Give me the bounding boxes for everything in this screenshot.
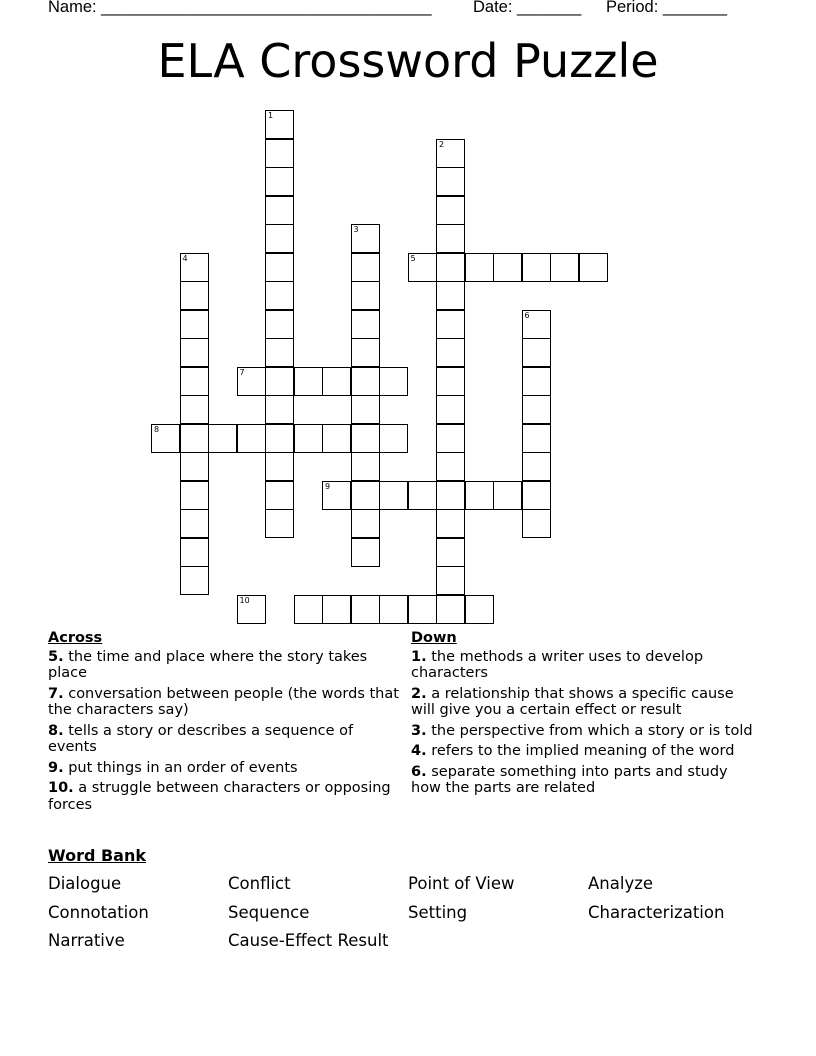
grid-cell[interactable]	[180, 281, 209, 310]
clue-text: the time and place where the story takes place	[48, 648, 368, 681]
grid-cell[interactable]	[180, 395, 209, 424]
grid-cell[interactable]	[322, 367, 351, 396]
grid-cell[interactable]	[265, 167, 294, 196]
grid-cell[interactable]	[265, 452, 294, 481]
grid-cell[interactable]	[436, 196, 465, 225]
across-clue	[48, 760, 400, 777]
clue-number: 8.	[48, 722, 64, 739]
grid-cell[interactable]	[436, 338, 465, 367]
grid-cell[interactable]	[351, 395, 380, 424]
clue-text: put things in an order of events	[68, 759, 298, 776]
grid-cell[interactable]	[436, 167, 465, 196]
word-bank-word: Setting	[408, 903, 468, 922]
clue-number-label: 10	[239, 595, 250, 605]
grid-cell[interactable]	[408, 253, 437, 282]
grid-cell[interactable]	[265, 281, 294, 310]
clue-text: the perspective from which a story or is told	[431, 722, 753, 739]
grid-cell[interactable]	[351, 452, 380, 481]
grid-cell[interactable]	[180, 538, 209, 567]
grid-cell[interactable]	[265, 310, 294, 339]
grid-cell[interactable]	[379, 424, 408, 453]
grid-cell[interactable]	[379, 367, 408, 396]
clue-number: 3.	[411, 722, 427, 739]
down-clues	[411, 630, 761, 801]
grid-cell[interactable]	[408, 481, 437, 510]
clue-text: a struggle between characters or opposing forces	[48, 780, 391, 813]
grid-cell[interactable]	[180, 452, 209, 481]
grid-cell[interactable]	[265, 139, 294, 168]
down-clue	[411, 743, 761, 760]
grid-cell[interactable]	[180, 566, 209, 595]
grid-cell[interactable]	[180, 509, 209, 538]
grid-cell[interactable]	[465, 481, 494, 510]
word-bank-word: Point of View	[408, 874, 515, 893]
down-clue	[411, 723, 761, 740]
across-clue	[48, 723, 400, 756]
grid-cell[interactable]	[436, 452, 465, 481]
grid-cell[interactable]	[351, 367, 380, 396]
grid-cell[interactable]	[265, 481, 294, 510]
down-clue	[411, 649, 761, 682]
grid-cell[interactable]	[436, 281, 465, 310]
down-clue	[411, 764, 761, 797]
grid-cell[interactable]	[265, 253, 294, 282]
grid-cell[interactable]	[408, 595, 437, 624]
grid-cell[interactable]	[522, 509, 551, 538]
grid-cell[interactable]	[465, 253, 494, 282]
grid-cell[interactable]	[351, 538, 380, 567]
period-line[interactable]: Period: _______	[606, 0, 728, 16]
clue-number: 6.	[411, 763, 427, 780]
grid-cell[interactable]	[180, 481, 209, 510]
grid-cell[interactable]	[550, 253, 579, 282]
grid-cell[interactable]	[436, 566, 465, 595]
grid-cell[interactable]	[322, 595, 351, 624]
grid-cell[interactable]	[180, 253, 209, 282]
grid-cell[interactable]	[180, 367, 209, 396]
page-title: ELA Crossword Puzzle	[157, 34, 659, 88]
clue-number-label: 9	[325, 481, 331, 491]
grid-cell[interactable]	[322, 424, 351, 453]
date-line[interactable]: Date: _______	[473, 0, 582, 16]
grid-cell[interactable]	[351, 310, 380, 339]
grid-cell[interactable]	[493, 253, 522, 282]
clue-text: refers to the implied meaning of the word	[431, 743, 735, 759]
across-clue	[48, 649, 400, 682]
grid-cell[interactable]	[351, 338, 380, 367]
grid-cell[interactable]	[180, 424, 209, 453]
grid-cell[interactable]	[237, 595, 266, 624]
clue-text: a relationship that shows a specific cause will give you a certain effect or result	[411, 685, 734, 718]
grid-cell[interactable]	[294, 367, 323, 396]
grid-cell[interactable]	[351, 253, 380, 282]
grid-cell[interactable]	[522, 481, 551, 510]
grid-cell[interactable]	[436, 395, 465, 424]
word-bank-word: Cause-Effect Result	[228, 931, 389, 950]
word-bank-word: Characterization	[588, 903, 725, 922]
grid-cell[interactable]	[379, 481, 408, 510]
clue-number-label: 2	[439, 139, 445, 149]
clue-text: tells a story or describes a sequence of events	[48, 722, 354, 755]
clue-number: 1.	[411, 648, 427, 665]
grid-cell[interactable]	[265, 395, 294, 424]
grid-cell[interactable]	[522, 367, 551, 396]
word-bank-word: Analyze	[588, 874, 654, 893]
clue-number-label: 5	[410, 253, 416, 263]
grid-cell[interactable]	[351, 424, 380, 453]
clue-number: 7.	[48, 685, 64, 702]
word-bank-word: Narrative	[48, 931, 125, 950]
grid-cell[interactable]	[379, 595, 408, 624]
clue-number-label: 4	[182, 253, 188, 263]
grid-cell[interactable]	[436, 481, 465, 510]
clue-number: 9.	[48, 759, 64, 776]
grid-cell[interactable]	[351, 509, 380, 538]
clue-number: 2.	[411, 685, 427, 702]
across-clue	[48, 686, 400, 719]
grid-cell[interactable]	[351, 481, 380, 510]
grid-cell[interactable]	[493, 481, 522, 510]
grid-cell[interactable]	[294, 424, 323, 453]
grid-cell[interactable]	[322, 481, 351, 510]
grid-cell[interactable]	[265, 110, 294, 139]
grid-cell[interactable]	[265, 424, 294, 453]
grid-cell[interactable]	[237, 367, 266, 396]
grid-cell[interactable]	[265, 338, 294, 367]
grid-cell[interactable]	[436, 367, 465, 396]
clue-text: conversation between people (the words that the characters say)	[48, 685, 399, 718]
name-line[interactable]: Name: ____________________________________	[48, 0, 432, 16]
grid-cell[interactable]	[351, 281, 380, 310]
clue-number: 10.	[48, 780, 74, 796]
grid-cell[interactable]	[465, 595, 494, 624]
grid-cell[interactable]	[436, 139, 465, 168]
grid-cell[interactable]	[265, 196, 294, 225]
word-bank-word: Conflict	[228, 874, 291, 893]
grid-cell[interactable]	[180, 310, 209, 339]
grid-cell[interactable]	[436, 509, 465, 538]
clue-number-label: 7	[239, 367, 245, 377]
word-bank-word: Dialogue	[48, 874, 122, 893]
across-heading: Across	[48, 630, 103, 646]
grid-cell[interactable]	[522, 253, 551, 282]
clue-number-label: 6	[524, 310, 530, 320]
word-bank-word: Sequence	[228, 903, 310, 922]
grid-cell[interactable]	[151, 424, 180, 453]
grid-cell[interactable]	[294, 595, 323, 624]
student-info-header	[48, 0, 768, 18]
grid-cell[interactable]	[265, 367, 294, 396]
grid-cell[interactable]	[208, 424, 237, 453]
across-clues	[48, 630, 400, 817]
clue-text: separate something into parts and study how the parts are related	[411, 763, 728, 796]
grid-cell[interactable]	[436, 224, 465, 253]
grid-cell[interactable]	[522, 395, 551, 424]
down-clue	[411, 686, 761, 719]
grid-cell[interactable]	[436, 253, 465, 282]
grid-cell[interactable]	[522, 424, 551, 453]
word-bank-heading: Word Bank	[48, 846, 147, 865]
clue-number-label: 1	[268, 111, 274, 120]
word-bank-word: Connotation	[48, 903, 149, 922]
grid-cell[interactable]	[436, 424, 465, 453]
grid-cell[interactable]	[522, 452, 551, 481]
grid-cell[interactable]	[436, 310, 465, 339]
grid-cell[interactable]	[522, 338, 551, 367]
grid-cell[interactable]	[436, 538, 465, 567]
across-clue	[48, 780, 400, 813]
clue-number: 5.	[48, 648, 64, 665]
grid-cell[interactable]	[265, 224, 294, 253]
down-heading: Down	[411, 630, 457, 646]
grid-cell[interactable]	[579, 253, 608, 282]
grid-cell[interactable]	[436, 595, 465, 624]
clue-text: the methods a writer uses to develop characters	[411, 648, 704, 681]
grid-cell[interactable]	[180, 338, 209, 367]
grid-cell[interactable]	[265, 509, 294, 538]
grid-cell[interactable]	[522, 310, 551, 339]
grid-cell[interactable]	[237, 424, 266, 453]
grid-cell[interactable]	[351, 224, 380, 253]
clue-number-label: 3	[353, 225, 359, 234]
clue-number: 4.	[411, 743, 427, 759]
grid-cell[interactable]	[351, 595, 380, 624]
clue-number-label: 8	[154, 424, 160, 434]
